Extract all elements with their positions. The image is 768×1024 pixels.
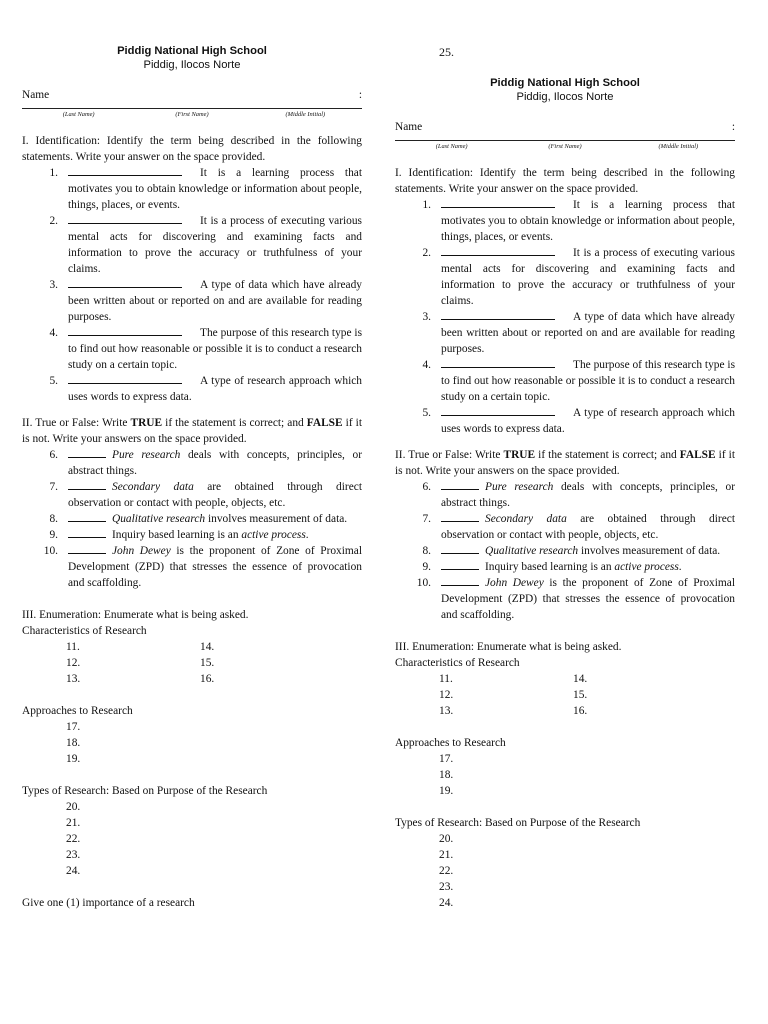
item-number: 3. bbox=[422, 311, 431, 323]
name-subfields bbox=[22, 110, 362, 119]
item-text: A type of data which have already been written about or reported on and are available for reading purposes. bbox=[441, 311, 735, 355]
enumeration-number: 20. bbox=[439, 833, 454, 845]
identification-item bbox=[395, 405, 735, 437]
item-text: Qualitative research involves measurement of data. bbox=[441, 543, 735, 559]
emphasis-term: active process bbox=[241, 529, 306, 541]
name-line bbox=[395, 135, 735, 141]
enumeration-number: 18. bbox=[439, 769, 454, 781]
page-number: 25. bbox=[439, 45, 454, 59]
answer-blank bbox=[441, 198, 555, 208]
item-text: Inquiry based learning is an active process. bbox=[68, 527, 362, 543]
name-label: Name bbox=[22, 89, 50, 101]
item-text: It is a learning process that motivates you to obtain knowledge or information about people, things, places, or events. bbox=[441, 199, 735, 243]
item-number: 1. bbox=[49, 167, 58, 179]
types-title: Types of Research: Based on Purpose of the Research bbox=[22, 785, 268, 797]
answer-blank bbox=[68, 374, 182, 384]
worksheet-right bbox=[395, 44, 735, 911]
answer-blank bbox=[441, 406, 555, 416]
enumeration-number: 12. bbox=[439, 689, 454, 701]
item-text: A type of research approach which uses words to express data. bbox=[68, 375, 362, 403]
item-text: A type of research approach which uses words to express data. bbox=[441, 407, 735, 435]
school-name: Piddig National High School bbox=[117, 45, 267, 57]
answer-blank bbox=[68, 544, 106, 554]
identification-item bbox=[22, 213, 362, 277]
identification-item bbox=[22, 373, 362, 405]
answer-blank bbox=[68, 278, 182, 288]
item-text: John Dewey is the proponent of Zone of Proximal Development (ZPD) that stresses the essence of provocation and scaffolding. bbox=[441, 577, 735, 621]
item-number: 4. bbox=[49, 327, 58, 339]
enumeration-number: 15. bbox=[573, 689, 588, 701]
enumeration-number: 13. bbox=[66, 673, 81, 685]
identification-item bbox=[395, 245, 735, 309]
last-name-caption: (Last Name) bbox=[435, 143, 468, 150]
item-number: 8. bbox=[422, 545, 431, 557]
item-text: Inquiry based learning is an active process. bbox=[441, 559, 735, 575]
answer-blank bbox=[441, 246, 555, 256]
answer-blank bbox=[441, 544, 479, 554]
answer-blank bbox=[441, 560, 479, 570]
approaches-title: Approaches to Research bbox=[22, 705, 133, 717]
emphasis-term: John Dewey bbox=[112, 545, 171, 557]
enumeration-number: 21. bbox=[439, 849, 454, 861]
emphasis-term: Qualitative research bbox=[485, 545, 579, 557]
identification-item bbox=[22, 277, 362, 325]
enumeration-row bbox=[395, 687, 735, 703]
answer-blank bbox=[441, 576, 479, 586]
last-name-caption: (Last Name) bbox=[62, 111, 95, 118]
true-false-item bbox=[395, 479, 735, 511]
identification-item bbox=[22, 325, 362, 373]
worksheet-left bbox=[22, 44, 362, 911]
middle-initial-caption: (Middle Initial) bbox=[658, 143, 699, 150]
enumeration-number: 17. bbox=[439, 753, 454, 765]
types-list bbox=[22, 799, 362, 879]
answer-blank bbox=[441, 512, 479, 522]
true-false-item bbox=[22, 447, 362, 479]
item-number: 3. bbox=[49, 279, 58, 291]
answer-blank bbox=[68, 512, 106, 522]
part2-items bbox=[22, 447, 362, 591]
true-false-item bbox=[22, 479, 362, 511]
emphasis-term: Pure research bbox=[485, 481, 554, 493]
enumeration-number: 24. bbox=[439, 897, 454, 909]
part1-items bbox=[395, 197, 735, 437]
school-town: Piddig, Ilocos Norte bbox=[143, 59, 241, 71]
characteristics-title: Characteristics of Research bbox=[22, 625, 147, 637]
true-false-item bbox=[22, 511, 362, 527]
part3-instruction: III. Enumeration: Enumerate what is being asked. bbox=[22, 609, 249, 621]
item-number: 6. bbox=[49, 449, 58, 461]
types-title: Types of Research: Based on Purpose of the Research bbox=[395, 817, 641, 829]
enumeration-number: 17. bbox=[66, 721, 81, 733]
item-number: 5. bbox=[49, 375, 58, 387]
item-text: It is a process of executing various mental acts for discovering and examining facts and information to prove the accuracy or truthfulness of your claims. bbox=[441, 247, 735, 307]
emphasis-term: Secondary data bbox=[485, 513, 567, 525]
name-row bbox=[395, 119, 735, 135]
answer-blank bbox=[68, 480, 106, 490]
enumeration-number: 24. bbox=[66, 865, 81, 877]
item-text: Secondary data are obtained through direct observation or contact with people, objects, etc. bbox=[441, 513, 735, 541]
part1-instruction: I. Identification: Identify the term being described in the following statements. Write your answer on the space provided. bbox=[395, 167, 735, 195]
answer-blank bbox=[441, 310, 555, 320]
item-number: 5. bbox=[422, 407, 431, 419]
true-false-item bbox=[395, 559, 735, 575]
first-name-caption: (First Name) bbox=[548, 143, 582, 150]
enumeration-number: 13. bbox=[439, 705, 454, 717]
answer-blank bbox=[68, 326, 182, 336]
item-text: Pure research deals with concepts, principles, or abstract things. bbox=[441, 481, 735, 509]
true-false-item bbox=[395, 575, 735, 623]
item-number: 10. bbox=[416, 577, 431, 589]
item-number: 2. bbox=[422, 247, 431, 259]
enumeration-row bbox=[22, 655, 362, 671]
emphasis-term: Pure research bbox=[112, 449, 181, 461]
part1-instruction: I. Identification: Identify the term being described in the following statements. Write your answer on the space provided. bbox=[22, 135, 362, 163]
item-number: 1. bbox=[422, 199, 431, 211]
characteristics-list bbox=[22, 639, 362, 687]
answer-blank bbox=[441, 358, 555, 368]
characteristics-list bbox=[395, 671, 735, 719]
enumeration-number: 22. bbox=[439, 865, 454, 877]
enumeration-number: 16. bbox=[573, 705, 588, 717]
enumeration-row bbox=[22, 639, 362, 655]
enumeration-number: 15. bbox=[200, 657, 215, 669]
identification-item bbox=[22, 165, 362, 213]
item-number: 10. bbox=[43, 545, 58, 557]
characteristics-title: Characteristics of Research bbox=[395, 657, 520, 669]
enumeration-row bbox=[395, 671, 735, 687]
item-number: 9. bbox=[422, 561, 431, 573]
item-text: A type of data which have already been written about or reported on and are available for reading purposes. bbox=[68, 279, 362, 323]
item-number: 2. bbox=[49, 215, 58, 227]
middle-initial-caption: (Middle Initial) bbox=[285, 111, 326, 118]
approaches-list bbox=[22, 719, 362, 767]
part2-instruction: II. True or False: Write TRUE if the statement is correct; and FALSE if it is not. Write your answers on the space provided. bbox=[22, 417, 362, 445]
name-line bbox=[22, 103, 362, 109]
enumeration-number: 16. bbox=[200, 673, 215, 685]
name-colon: : bbox=[358, 89, 362, 101]
item-text: Pure research deals with concepts, principles, or abstract things. bbox=[68, 449, 362, 477]
answer-blank bbox=[68, 214, 182, 224]
name-label: Name bbox=[395, 121, 423, 133]
enumeration-number: 19. bbox=[439, 785, 454, 797]
enumeration-number: 20. bbox=[66, 801, 81, 813]
identification-item bbox=[395, 197, 735, 245]
true-false-item bbox=[395, 511, 735, 543]
part1-items bbox=[22, 165, 362, 405]
emphasis-term: Secondary data bbox=[112, 481, 194, 493]
answer-blank bbox=[68, 166, 182, 176]
importance-question: Give one (1) importance of a research bbox=[22, 897, 195, 909]
item-text: John Dewey is the proponent of Zone of Proximal Development (ZPD) that stresses the essence of provocation and scaffolding. bbox=[68, 545, 362, 589]
item-number: 4. bbox=[422, 359, 431, 371]
item-text: Secondary data are obtained through direct observation or contact with people, objects, etc. bbox=[68, 481, 362, 509]
true-false-item bbox=[395, 543, 735, 559]
emphasis-term: active process bbox=[614, 561, 679, 573]
answer-blank bbox=[68, 448, 106, 458]
enumeration-row bbox=[22, 671, 362, 687]
answer-blank bbox=[68, 528, 106, 538]
emphasis-term: John Dewey bbox=[485, 577, 544, 589]
item-text: Qualitative research involves measurement of data. bbox=[68, 511, 362, 527]
emphasis-term: Qualitative research bbox=[112, 513, 206, 525]
enumeration-number: 14. bbox=[200, 641, 215, 653]
part3-instruction: III. Enumeration: Enumerate what is being asked. bbox=[395, 641, 622, 653]
enumeration-row bbox=[395, 703, 735, 719]
types-list bbox=[395, 831, 735, 911]
enumeration-number: 12. bbox=[66, 657, 81, 669]
item-text: The purpose of this research type is to find out how reasonable or possible it is to conduct a research study on a certain topic. bbox=[441, 359, 735, 403]
enumeration-number: 19. bbox=[66, 753, 81, 765]
item-text: It is a learning process that motivates you to obtain knowledge or information about people, things, places, or events. bbox=[68, 167, 362, 211]
enumeration-number: 23. bbox=[439, 881, 454, 893]
true-false-item bbox=[22, 543, 362, 591]
identification-item bbox=[395, 309, 735, 357]
enumeration-number: 14. bbox=[573, 673, 588, 685]
identification-item bbox=[395, 357, 735, 405]
school-name: Piddig National High School bbox=[490, 77, 640, 89]
item-number: 8. bbox=[49, 513, 58, 525]
enumeration-number: 11. bbox=[439, 673, 453, 685]
name-colon: : bbox=[731, 121, 735, 133]
item-number: 7. bbox=[49, 481, 58, 493]
approaches-list bbox=[395, 751, 735, 799]
item-number: 7. bbox=[422, 513, 431, 525]
item-text: It is a process of executing various mental acts for discovering and examining facts and information to prove the accuracy or truthfulness of your claims. bbox=[68, 215, 362, 275]
approaches-title: Approaches to Research bbox=[395, 737, 506, 749]
true-false-item bbox=[22, 527, 362, 543]
item-text: The purpose of this research type is to find out how reasonable or possible it is to conduct a research study on a certain topic. bbox=[68, 327, 362, 371]
first-name-caption: (First Name) bbox=[175, 111, 209, 118]
part2-items bbox=[395, 479, 735, 623]
enumeration-number: 22. bbox=[66, 833, 81, 845]
enumeration-number: 11. bbox=[66, 641, 80, 653]
enumeration-number: 18. bbox=[66, 737, 81, 749]
enumeration-number: 23. bbox=[66, 849, 81, 861]
name-row bbox=[22, 87, 362, 103]
name-subfields bbox=[395, 142, 735, 151]
enumeration-number: 21. bbox=[66, 817, 81, 829]
item-number: 6. bbox=[422, 481, 431, 493]
answer-blank bbox=[441, 480, 479, 490]
item-number: 9. bbox=[49, 529, 58, 541]
part2-instruction: II. True or False: Write TRUE if the statement is correct; and FALSE if it is not. Write your answers on the space provided. bbox=[395, 449, 735, 477]
school-town: Piddig, Ilocos Norte bbox=[516, 91, 614, 103]
